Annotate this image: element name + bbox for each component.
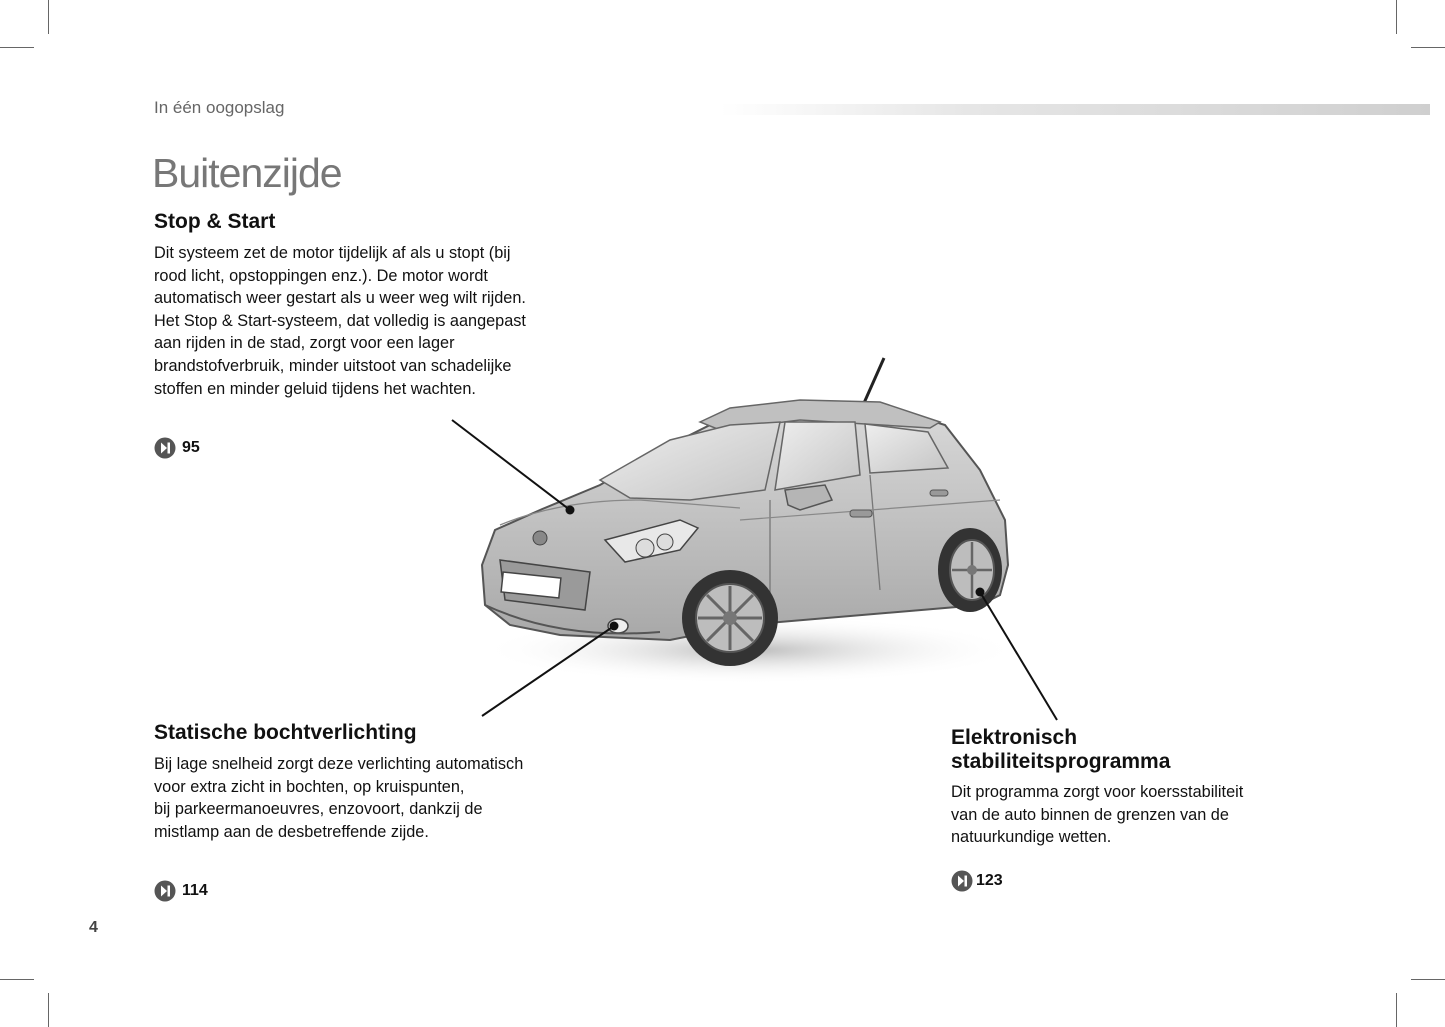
text-line: brandstofverbruik, minder uitstoot van schadelijke: [154, 356, 512, 375]
page-reference-icon: [154, 880, 176, 902]
leader-dot: [610, 622, 619, 631]
esp-heading-line: Elektronisch: [951, 726, 1078, 749]
cornering-light-heading: Statische bochtverlichting: [154, 721, 417, 744]
leader-line-esp: [980, 592, 1057, 720]
text-line: voor extra zicht in bochten, op kruispunten,: [154, 777, 465, 796]
leader-dot: [566, 506, 575, 515]
leader-line-stop-start: [452, 420, 570, 510]
esp-page-ref[interactable]: [951, 870, 1003, 892]
page-number: 4: [89, 919, 98, 936]
breadcrumb: In één oogopslag: [154, 98, 285, 117]
text-line: Het Stop & Start-systeem, dat volledig is aangepast: [154, 311, 526, 330]
esp-heading: [951, 726, 1170, 774]
page-title: Buitenzijde: [152, 150, 342, 196]
esp-text: [951, 781, 1243, 849]
text-line: mistlamp aan de desbetreffende zijde.: [154, 822, 429, 841]
text-line: Dit programma zorgt voor koersstabiliteit: [951, 783, 1244, 801]
cornering-light-text: [154, 753, 523, 843]
text-line: aan rijden in de stad, zorgt voor een lager: [154, 334, 455, 353]
text-line: stoffen en minder geluid tijdens het wachten.: [154, 379, 476, 398]
esp-heading-line: stabiliteitsprogramma: [951, 750, 1171, 773]
leader-dot: [976, 588, 985, 597]
text-line: Bij lage snelheid zorgt deze verlichting automatisch: [154, 755, 524, 773]
cornering-light-page-ref[interactable]: [154, 880, 208, 902]
page-reference-number: 123: [976, 872, 1003, 889]
text-line: van de auto binnen de grenzen van de: [951, 805, 1229, 824]
page-reference-icon: [951, 870, 973, 892]
text-line: natuurkundige wetten.: [951, 828, 1112, 847]
leader-line-cornering: [482, 626, 614, 716]
text-line: bij parkeermanoeuvres, enzovoort, dankzij de: [154, 800, 483, 819]
stop-start-heading: Stop & Start: [154, 210, 276, 233]
text-line: automatisch weer gestart als u weer weg wilt rijden.: [154, 289, 526, 308]
text-line: rood licht, opstoppingen enz.). De motor wordt: [154, 266, 488, 285]
page-reference-number: 95: [182, 439, 200, 456]
text-line: Dit systeem zet de motor tijdelijk af als u stopt (bij: [154, 244, 511, 262]
page-reference-number: 114: [182, 882, 208, 899]
